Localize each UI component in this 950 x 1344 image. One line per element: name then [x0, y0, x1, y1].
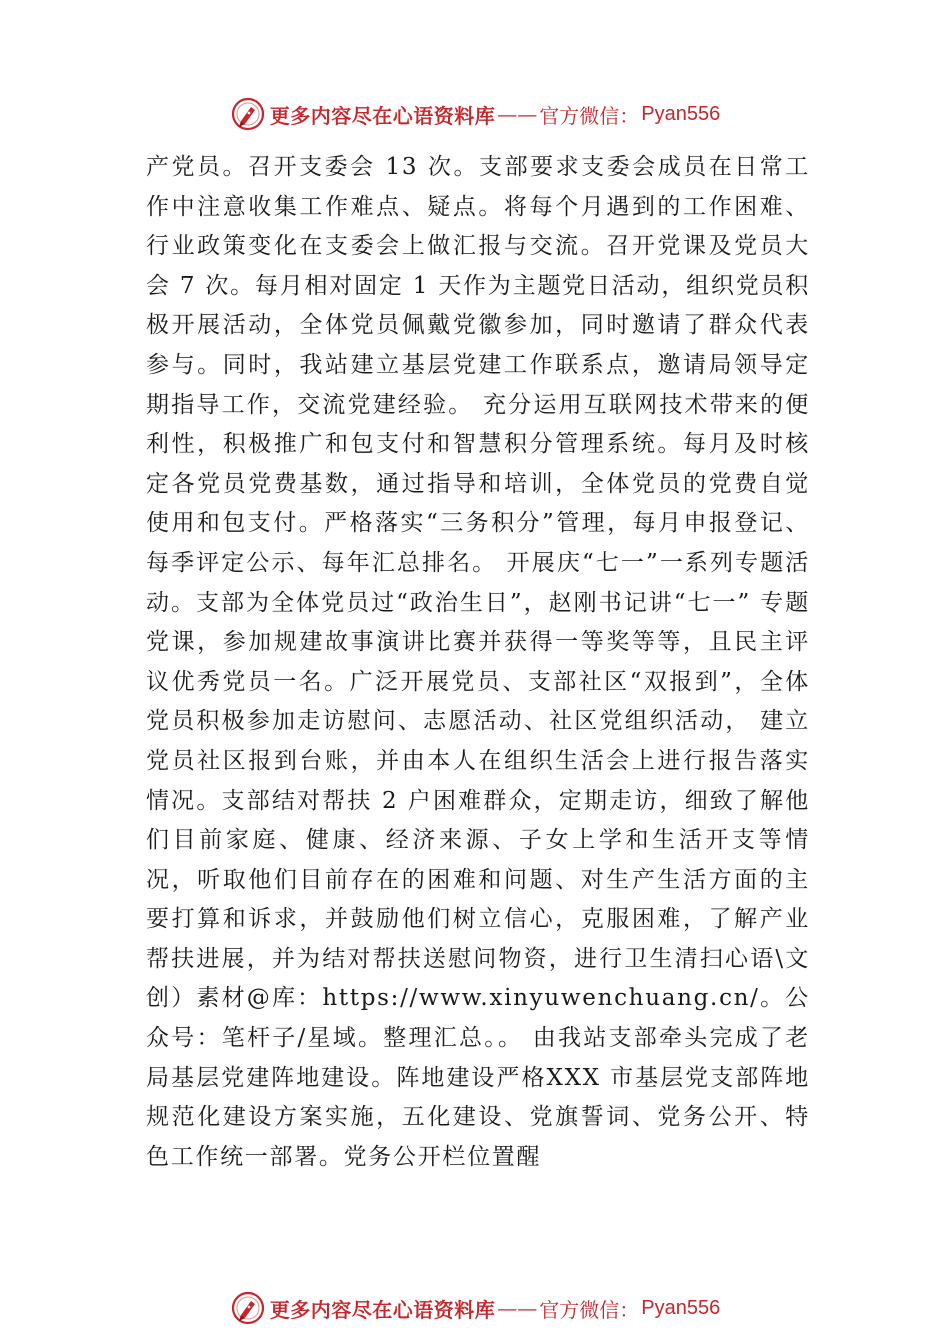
footer-brand-text: 更多内容尽在心语资料库 — [269, 1297, 496, 1322]
body-paragraph: 产党员。召开支委会 13 次。支部要求支委会成员在日常工作中注意收集工作难点、疑点。将每个月遇到的工作困难、行业政策变化在支委会上做汇报与交流。召开党课及党员大会 7 次。每月相对固定 1 天作为主题党日活动，组织党员积极开展活动，全体党员佩戴党徽参加，同时邀请了群众代表参与。同时，我站建立基层党建工作联系点，邀请局领导定期指导工作，交流党建经验。 充分运用互联网技术带来的便利性，积极推广和包支付和智慧积分管理系统。每月及时核定各党员党费基数，通过指导和培训，全体党员的党费自觉使用和包支付。严格落实“三务积分”管理，每月申报登记、 每季评定公示、每年汇总排名。 开展庆“七一”一系列专题活动。支部为全体党员过“政治生日”，赵刚书记讲“七一” 专题党课，参加规建故事演讲比赛并获得一等奖等等，且民主评议优秀党员一名。广泛开展党员、支部社区“双报到”，全体党员积极参加走访慰问、志愿活动、社区党组织活动， 建立党员社区报到台账，并由本人在组织生活会上进行报告落实情况。支部结对帮扶 2 户困难群众，定期走访，细致了解他们目前家庭、健康、经济来源、子女上学和生活开支等情况，听取他们目前存在的困难和问题、对生产生活方面的主要打算和诉求，并鼓励他们树立信心，克服困难，了解产业帮扶进展，并为结对帮扶送慰问物资，进行卫生清扫心语\文创）素材@库：https://www.xinyuwenchuang.cn/。公众号：笔杆子/星域。整理汇总。。 由我站支部牵头完成了老局基层党建阵地建设。阵地建设严格XXX 市基层党支部阵地规范化建设方案实施，五化建设、党旗誓词、党务公开、特色工作统一部署。党务公开栏位置醒 — [146, 154, 810, 1170]
footer-wechat-id: Pyan556 — [641, 1296, 721, 1319]
footer-banner — [0, 1286, 950, 1330]
footer-separator: —— — [497, 1296, 538, 1320]
footer-wechat-label: 官方微信： — [539, 1297, 640, 1322]
header-brand-text: 更多内容尽在心语资料库 — [269, 103, 496, 128]
document-body — [146, 148, 810, 1177]
header-wechat-id: Pyan556 — [641, 102, 721, 125]
header-banner — [0, 92, 950, 136]
header-wechat-label: 官方微信： — [539, 103, 640, 128]
pen-nib-logo-icon — [230, 96, 266, 132]
header-separator: —— — [497, 102, 538, 126]
pen-nib-logo-icon — [230, 1290, 266, 1326]
